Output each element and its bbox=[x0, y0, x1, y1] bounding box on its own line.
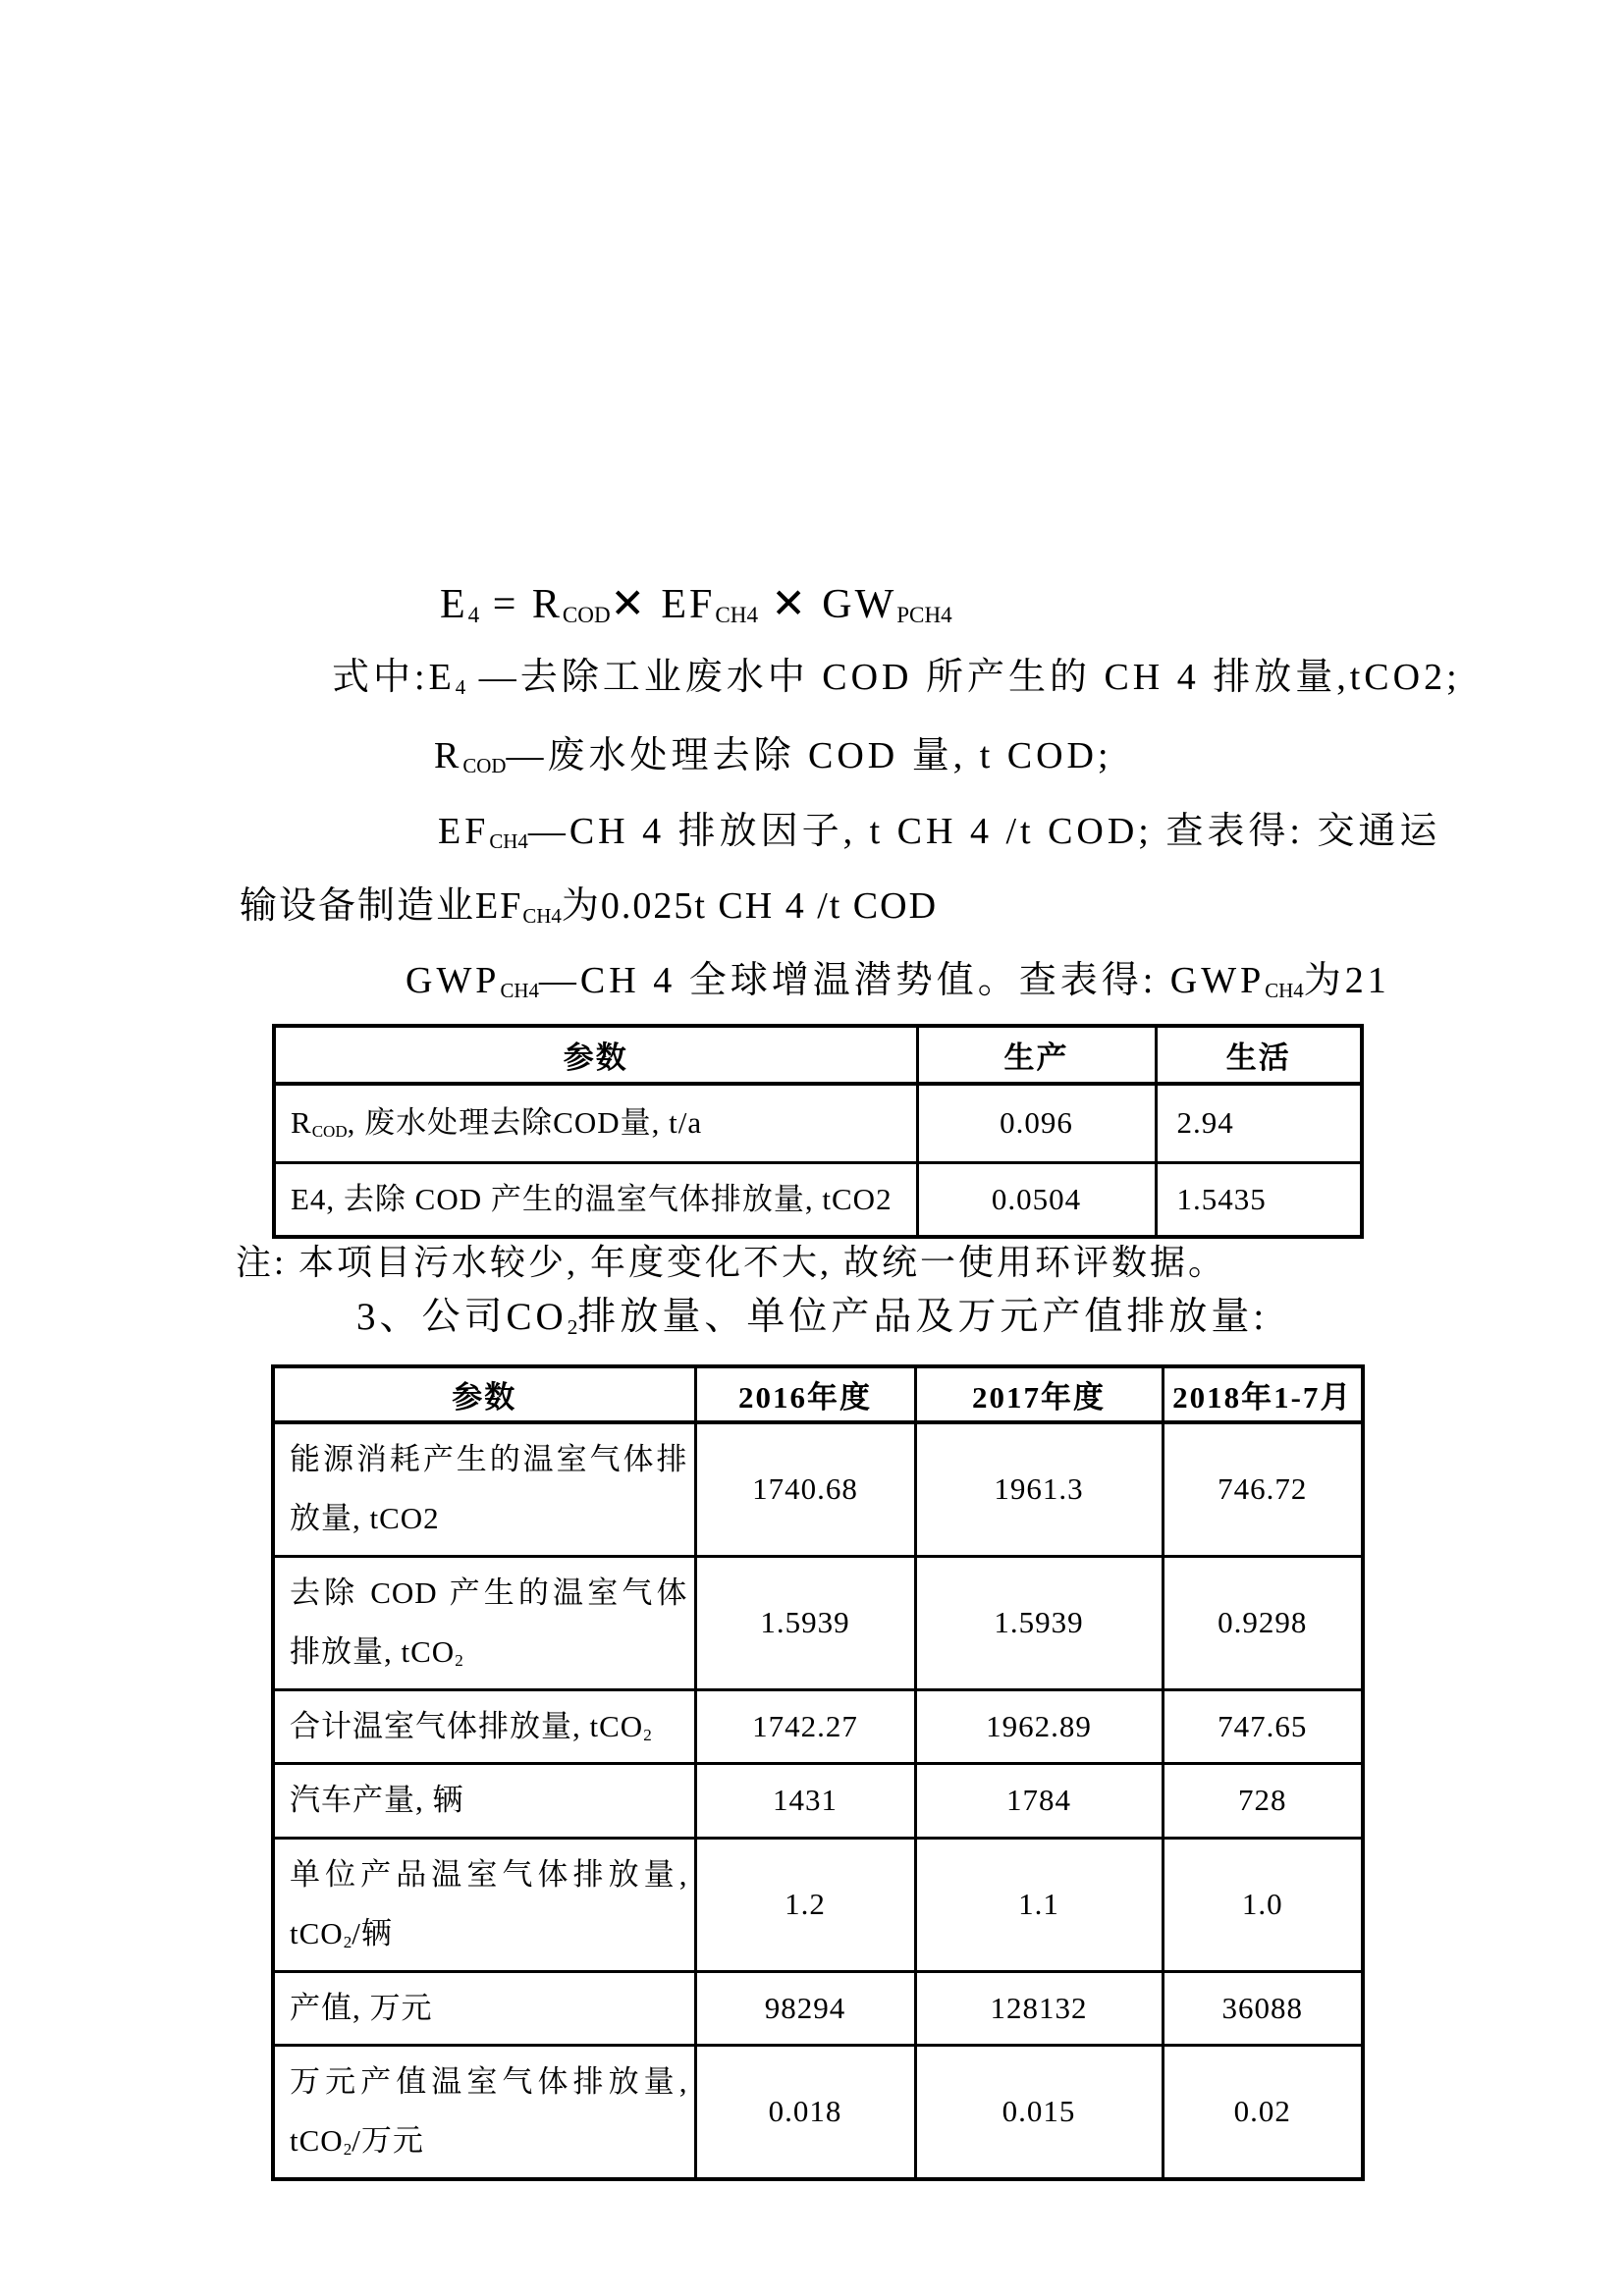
parameter-label-cell bbox=[273, 1556, 695, 1689]
header-cell-2016: 2016年度 bbox=[695, 1366, 915, 1422]
production-value-cell: 0.0504 bbox=[917, 1162, 1156, 1237]
text-run: R bbox=[291, 1105, 312, 1141]
value-cell-2018: 1.0 bbox=[1163, 1838, 1363, 1971]
table-row bbox=[273, 1971, 1363, 2045]
table-row bbox=[273, 1422, 1363, 1556]
subscript-run: CH4 bbox=[522, 903, 562, 928]
subscript-run: 2 bbox=[567, 1314, 578, 1339]
value-cell-2017: 1961.3 bbox=[915, 1422, 1163, 1556]
table-row bbox=[273, 2045, 1363, 2178]
text-run: 产值, 万元 bbox=[290, 1990, 433, 2025]
text-run: 输设备制造业 bbox=[240, 885, 476, 927]
text-run: EF bbox=[475, 885, 523, 927]
value-cell-2017: 1.1 bbox=[915, 1838, 1163, 1971]
text-run: 合计温室气体排放量, tCO bbox=[290, 1708, 644, 1743]
value-cell-2018: 0.9298 bbox=[1163, 1556, 1363, 1689]
value-cell-2018: 0.02 bbox=[1163, 2045, 1363, 2178]
table-row bbox=[273, 1689, 1363, 1763]
value-cell-2016: 1740.68 bbox=[695, 1422, 915, 1556]
text-run: /万元 bbox=[352, 2123, 424, 2159]
formula-e4 bbox=[440, 582, 952, 627]
text-run: 万元产值温室气体排放量, tCO bbox=[290, 2063, 688, 2159]
text-run: 单位产品温室气体排放量, tCO bbox=[290, 1856, 688, 1951]
table-row bbox=[273, 1838, 1363, 1971]
text-run: 为0.025t CH 4 /t COD bbox=[561, 885, 939, 927]
subscript-run: 4 bbox=[455, 674, 466, 699]
text-run: 排放量、单位产品及万元产值排放量: bbox=[577, 1296, 1269, 1338]
text-run: E bbox=[440, 582, 468, 627]
definition-line-e4 bbox=[332, 658, 1461, 699]
value-cell-2017: 1962.89 bbox=[915, 1689, 1163, 1763]
table-row bbox=[274, 1162, 1362, 1237]
note-text: 注: 本项目污水较少, 年度变化不大, 故统一使用环评数据。 bbox=[236, 1243, 1227, 1282]
subscript-run: 2 bbox=[343, 1932, 352, 1951]
value-cell-2018: 747.65 bbox=[1163, 1689, 1363, 1763]
value-cell-2018: 36088 bbox=[1163, 1971, 1363, 2045]
text-run: = bbox=[479, 582, 532, 627]
table-row bbox=[273, 1764, 1363, 1838]
parameter-label-cell bbox=[273, 1422, 695, 1556]
header-cell-production: 生产 bbox=[917, 1026, 1156, 1084]
value-cell-2018: 728 bbox=[1163, 1764, 1363, 1838]
subscript-run: PCH4 bbox=[896, 602, 952, 628]
value-cell-2016: 1431 bbox=[695, 1764, 915, 1838]
parameter-label-cell bbox=[273, 2045, 695, 2178]
text-run: —CH 4 全球增温潜势值。查表得: GWP bbox=[538, 960, 1266, 1001]
subscript-run: CH4 bbox=[489, 828, 528, 853]
text-run: /辆 bbox=[352, 1916, 393, 1951]
header-cell-2018: 2018年1-7月 bbox=[1163, 1366, 1363, 1422]
text-run: —废水处理去除 COD 量, t COD; bbox=[506, 735, 1112, 776]
subscript-run: 4 bbox=[467, 602, 480, 628]
header-cell-parameter: 参数 bbox=[274, 1026, 917, 1084]
living-value-cell: 1.5435 bbox=[1156, 1162, 1362, 1237]
text-run: —去除工业废水中 COD 所产生的 CH 4 排放量,tCO2; bbox=[465, 657, 1461, 698]
subscript-run: COD bbox=[462, 753, 507, 777]
table-row bbox=[273, 1556, 1363, 1689]
parameter-label-cell bbox=[274, 1084, 917, 1162]
text-run: E4, 去除 COD 产生的温室气体排放量, tCO2 bbox=[291, 1181, 893, 1216]
parameter-label-cell bbox=[273, 1838, 695, 1971]
production-value-cell: 0.096 bbox=[917, 1084, 1156, 1162]
section-heading-3 bbox=[356, 1296, 1268, 1340]
subscript-run: 2 bbox=[455, 1651, 463, 1671]
text-run: GW bbox=[822, 582, 897, 627]
subscript-run: 2 bbox=[343, 2140, 352, 2160]
value-cell-2016: 98294 bbox=[695, 1971, 915, 2045]
text-run: EF bbox=[661, 582, 716, 627]
subscript-run: CH4 bbox=[500, 978, 539, 1002]
subscript-run: 2 bbox=[643, 1725, 652, 1744]
parameter-label-cell bbox=[273, 1971, 695, 2045]
value-cell-2016: 1742.27 bbox=[695, 1689, 915, 1763]
definition-line-gwpch4 bbox=[406, 961, 1390, 1002]
header-cell-2017: 2017年度 bbox=[915, 1366, 1163, 1422]
text-run: ✕ bbox=[610, 582, 662, 627]
text-run: 能源消耗产生的温室气体排放量, tCO2 bbox=[290, 1442, 688, 1536]
text-run: 为21 bbox=[1303, 960, 1390, 1001]
emissions-summary-table bbox=[271, 1364, 1365, 2181]
text-run: ✕ bbox=[758, 582, 823, 627]
value-cell-2017: 1784 bbox=[915, 1764, 1163, 1838]
text-run: —CH 4 排放因子, t CH 4 /t COD; 查表得: 交通运 bbox=[527, 811, 1441, 852]
parameter-label-cell bbox=[273, 1764, 695, 1838]
subscript-run: CH4 bbox=[1265, 978, 1304, 1002]
text-run: GWP bbox=[406, 960, 501, 1001]
subscript-run: COD bbox=[311, 1121, 348, 1141]
value-cell-2016: 1.2 bbox=[695, 1838, 915, 1971]
text-run: R bbox=[434, 735, 463, 776]
text-run: 式中: bbox=[332, 657, 429, 698]
subscript-run: CH4 bbox=[715, 602, 759, 628]
text-run: E bbox=[428, 657, 456, 698]
definition-line-efch4 bbox=[438, 812, 1440, 853]
value-cell-2017: 1.5939 bbox=[915, 1556, 1163, 1689]
table-note bbox=[236, 1243, 1226, 1283]
value-cell-2018: 746.72 bbox=[1163, 1422, 1363, 1556]
cod-parameters-table bbox=[272, 1024, 1364, 1239]
text-run: 3、公司CO bbox=[356, 1296, 568, 1338]
definition-line-rcod bbox=[434, 736, 1112, 777]
header-cell-parameter: 参数 bbox=[273, 1366, 695, 1422]
text-run: , 废水处理去除COD量, t/a bbox=[347, 1105, 703, 1141]
value-cell-2016: 1.5939 bbox=[695, 1556, 915, 1689]
table-row bbox=[274, 1084, 1362, 1162]
table-header-row bbox=[273, 1366, 1363, 1422]
text-run: 汽车产量, 辆 bbox=[290, 1783, 464, 1818]
parameter-label-cell bbox=[273, 1689, 695, 1763]
value-cell-2016: 0.018 bbox=[695, 2045, 915, 2178]
parameter-label-cell bbox=[274, 1162, 917, 1237]
text-run: 去除 COD 产生的温室气体排放量, tCO bbox=[290, 1575, 688, 1670]
definition-line-efch4-continued bbox=[240, 886, 938, 928]
living-value-cell: 2.94 bbox=[1156, 1084, 1362, 1162]
header-cell-living: 生活 bbox=[1156, 1026, 1362, 1084]
value-cell-2017: 128132 bbox=[915, 1971, 1163, 2045]
subscript-run: COD bbox=[562, 602, 611, 628]
text-run: EF bbox=[438, 811, 490, 852]
text-run: R bbox=[531, 582, 563, 627]
value-cell-2017: 0.015 bbox=[915, 2045, 1163, 2178]
table-header-row bbox=[274, 1026, 1362, 1084]
